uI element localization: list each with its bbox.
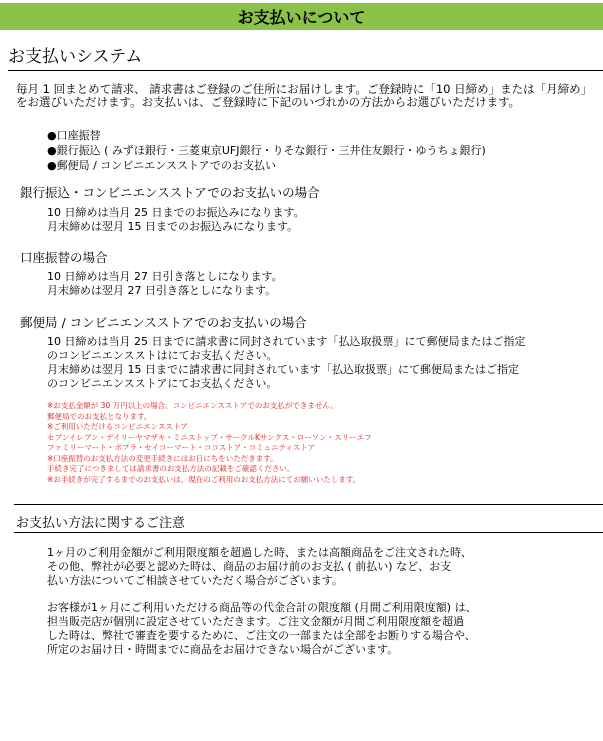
text-line: のコンビニエンスストアにてお支払ください。 <box>47 377 278 390</box>
text-line: 月末締めは翌月 15 日までに請求書に同封されています「払込取扱票」にて郵便局またはご指定 <box>47 363 519 376</box>
text-line: 10 日締めは当月 25 日までのお振込みになります。 <box>47 206 305 219</box>
intro-paragraph: 毎月 1 回まとめて請求、 請求書はご登録のご住所にお届けします。ご登録時に「10 日締め」または「月締め」をお選びいただけます。お支払いは、ご登録時に下記のいづれかの方法からお選びいただけます。 <box>16 82 593 109</box>
divider <box>14 504 603 505</box>
note-line: ※お手続きが完了するまでのお支払いは、現在のご利用のお支払方法にてお願いいたします。 <box>47 474 361 484</box>
text-line: した時は、弊社で審査を要するために、ご注文の一部または全部をお断りする場合や、 <box>47 629 476 642</box>
note-line: 手続き完了につきましては請求書のお支払方法の記載をご確認ください。 <box>47 464 295 473</box>
method-item: ●銀行振込 ( みずほ銀行・三菱東京UFJ銀行・りそな銀行・三井住友銀行・ゆうちょ銀行) <box>47 144 486 157</box>
text-line: のコンビニエンスストはにてお支払ください。 <box>47 349 278 362</box>
postal-convenience-heading: 郵便局 / コンビニエンスストアでのお支払いの場合 <box>20 315 307 330</box>
note-line: 郵便局でのお支払となります。 <box>47 411 152 421</box>
note-line: ファミリーマート・ポプラ・セイコーマート・ココストア・コミュニティストア <box>47 443 316 452</box>
direct-debit-text <box>47 270 283 298</box>
divider <box>14 532 603 533</box>
text-line: 月末締めは翌月 27 日引き落としになります。 <box>47 284 277 297</box>
text-line: 10 日締めは当月 25 日までに請求書に同封されています「払込取扱票」にて郵便局またはご指定 <box>47 335 526 348</box>
payment-methods-list <box>47 128 486 173</box>
banner-title: お支払いについて <box>237 8 366 27</box>
postal-convenience-text <box>47 335 525 391</box>
text-line: 月末締めは翌月 15 日までのお振込みになります。 <box>47 220 299 233</box>
note-line: セブンイレブン・デイリーヤマザキ・ミニストップ・サークルKサンクス・ローソン・スリーエフ <box>47 432 372 442</box>
direct-debit-heading: 口座振替の場合 <box>20 250 108 265</box>
note-line: ※お支払金額が 30 万円以上の場合、コンビニエンスストアでのお支払ができません。 <box>47 401 338 410</box>
postal-notes <box>47 401 372 485</box>
text-line: 担当販売店が個別に設定させていただきます。ご注文金額が月間ご利用限度額を超過 <box>47 615 465 628</box>
text-line: お客様が1ヶ月にご利用いただける商品等の代金合計の限度額 (月間ご利用限度額) は、 <box>47 601 477 614</box>
caution-paragraph-1 <box>47 546 567 588</box>
caution-paragraph-2 <box>47 601 567 657</box>
text-line: 払い方法についてご相談させていただく場合がございます。 <box>47 574 343 587</box>
payment-system-heading: お支払いシステム <box>8 47 143 67</box>
page-banner <box>0 3 603 30</box>
method-item: ●口座振替 <box>47 129 101 142</box>
text-line: その他、弊社が必要と認めた時は、商品のお届け前のお支払 ( 前払い) など、お支 <box>47 560 452 573</box>
text-line: 1ヶ月のご利用金額がご利用限度額を超過した時、または高額商品をご注文された時、 <box>47 546 472 559</box>
text-line: 10 日締めは当月 27 日引き落としになります。 <box>47 270 283 283</box>
text-line: 所定のお届け日・時間までに商品をお届けできない場合がございます。 <box>47 643 399 656</box>
divider <box>8 70 603 71</box>
method-item: ●郵便局 / コンビニエンスストアでのお支払い <box>47 159 276 172</box>
note-line: ※ご利用いただけるコンビニエンスストア <box>47 422 188 431</box>
note-line: ※口座振替のお支払方法の変更手続きにはお日にちをいただきます。 <box>47 453 278 463</box>
caution-heading: お支払い方法に関するご注意 <box>16 516 186 531</box>
bank-transfer-heading: 銀行振込・コンビニエンスストアでのお支払いの場合 <box>20 185 320 200</box>
bank-transfer-text <box>47 206 305 234</box>
